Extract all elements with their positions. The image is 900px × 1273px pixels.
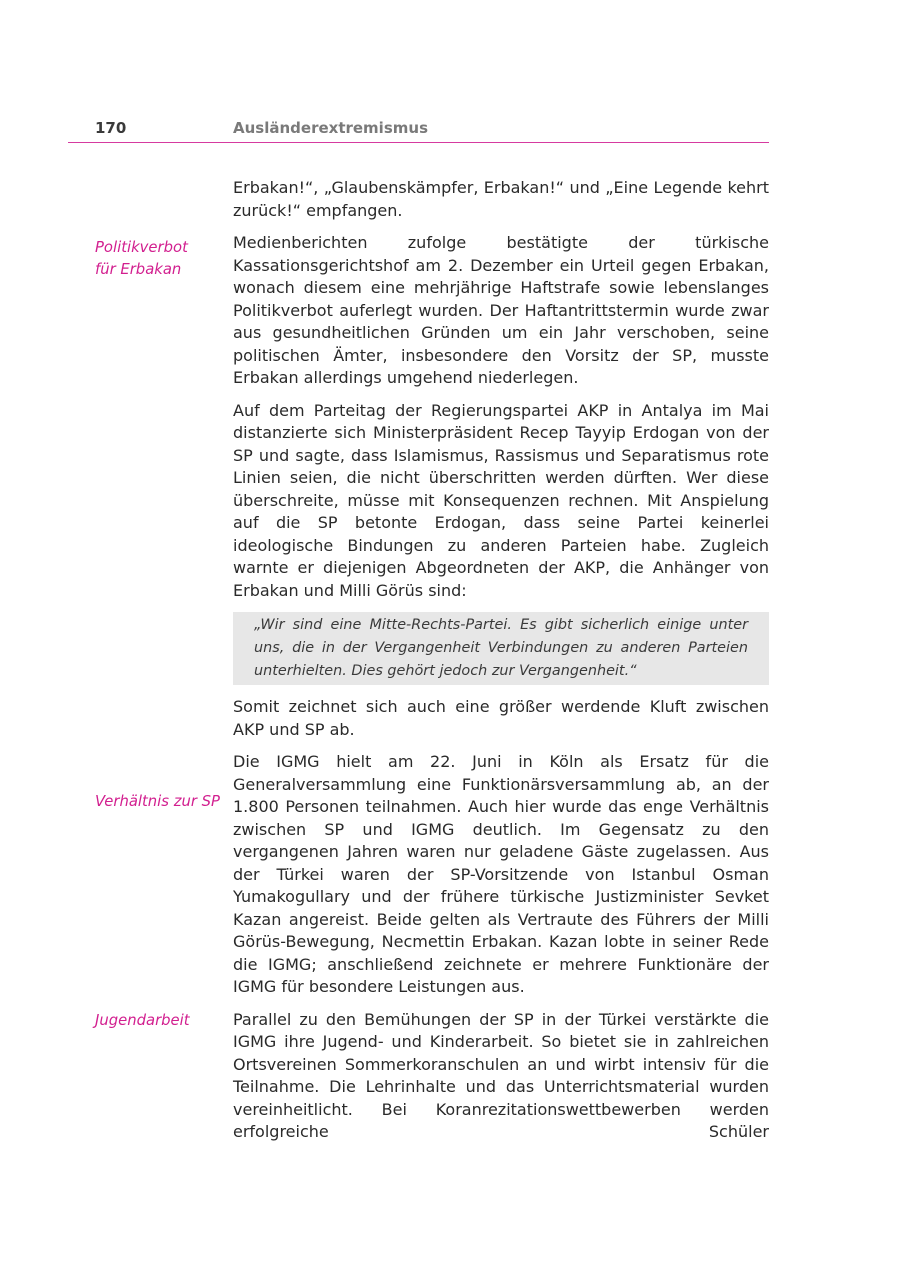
margin-note-verhaeltnis: Verhältnis zur SP [95,793,220,810]
paragraph-4: Somit zeichnet sich auch eine größer werdende Kluft zwischen AKP und SP ab. [233,697,769,739]
body-text [233,177,769,1154]
paragraph-3: Auf dem Parteitag der Regierungspartei AKP in Antalya im Mai distanzierte sich Ministerpräsident Recep Tayyip Erdogan von der SP und sagte, dass Islamismus, Rassismus und Separatismus rote Linien seien, die nicht überschritten werden dürften. Wer diese überschreite, müsse mit Konsequenzen rechnen. Mit Anspielung auf die SP betonte Erdogan, dass seine Partei keinerlei ideologische Bindungen zu anderen Parteien habe. Zugleich warnte er diejenigen Abgeordneten der AKP, die Anhänger von Erbakan und Milli Görüs sind: [233,400,769,600]
running-title: Ausländerextremismus [233,119,428,137]
paragraph-6: Parallel zu den Bemühungen der SP in der Türkei verstärkte die IGMG ihre Jugend- und Kinderarbeit. So bietet sie in zahlreichen Ortsvereinen Sommerkoranschulen an und wirbt intensiv für die Teilnahme. Die Lehrinhalte und das Unterrichtsmaterial wurden vereinheitlicht. Bei Koranrezitationswettbewerben werden erfolgreiche Schüler [233,1009,769,1141]
paragraph-5: Die IGMG hielt am 22. Juni in Köln als Ersatz für die Generalversammlung eine Funktionärsversammlung ab, an der 1.800 Personen teilnahmen. Auch hier wurde das enge Verhältnis zwischen SP und IGMG deutlich. Im Gegensatz zu den vergangenen Jahren waren nur geladene Gäste zugelassen. Aus der Türkei waren der SP-Vorsitzende von Istanbul Osman Yumakogullary und der frühere türkische Justizminister Sevket Kazan angereist. Beide gelten als Vertraute des Führers der Milli Görüs-Bewegung, Necmettin Erbakan. Kazan lobte in seiner Rede die IGMG; anschließend zeichnete er mehrere Funktionäre der IGMG für besondere Leistungen aus. [233,752,769,996]
margin-note-politikverbot-line1: Politikverbot [95,239,188,256]
margin-note-jugendarbeit: Jugendarbeit [95,1012,190,1029]
margin-note-politikverbot-line2: für Erbakan [95,261,182,278]
block-quote [233,612,769,685]
quote-text: „Wir sind eine Mitte-Rechts-Partei. Es gibt sicherlich einige unter uns, die in der Vergangenheit Verbindungen zu anderen Parteien unterhielten. Dies gehört jedoch zur Vergangenheit.“ [254,617,748,679]
margin-note-politikverbot [95,237,225,281]
page-header [68,118,769,143]
paragraph-2: Medienberichten zufolge bestätigte der türkische Kassationsgerichtshof am 2. Dezember ein Urteil gegen Erbakan, wonach diesem eine mehrjährige Haftstrafe sowie lebenslanges Politikverbot auferlegt wurden. Der Haftantrittstermin wurde zwar aus gesundheitlichen Gründen um ein Jahr verschoben, seine politischen Ämter, insbesondere den Vorsitz der SP, musste Erbakan allerdings umgehend niederlegen. [233,233,769,387]
page-number: 170 [95,119,127,137]
paragraph-1: Erbakan!“, „Glaubenskämpfer, Erbakan!“ und „Eine Legende kehrt zurück!“ empfangen. [233,178,769,220]
